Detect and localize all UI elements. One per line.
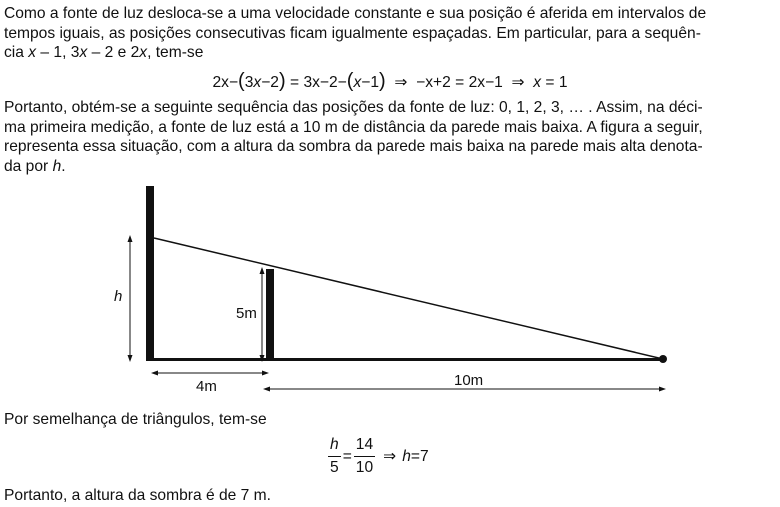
light-source <box>659 355 667 363</box>
equation-similarity: $\frac{h}{5}$ = $\frac{14}{10}$ ⇒ h =7 <box>330 436 429 476</box>
para2-line-1: Portanto, obtém-se a seguinte sequência das posições da fonte de luz: 0, 1, 2, 3, … . Assim, na déci- <box>4 99 703 116</box>
intro-line-1: Como a fonte de luz desloca-se a uma velocidade constante e sua posição é aferida em intervalos de <box>4 5 707 22</box>
intro-line-2: tempos iguais, as posições consecutivas ficam igualmente espaçadas. Em particular, para a sequên- <box>4 24 701 42</box>
label-h: h <box>114 288 123 305</box>
label-5m: 5m <box>236 305 257 322</box>
short-wall <box>266 269 274 361</box>
intro-line-3: cia x – 1, 3x – 2 e 2x, tem-se <box>4 44 204 61</box>
para2-line-3: representa essa situação, com a altura da sombra da parede mais baixa na parede mais alta denota- <box>4 138 703 155</box>
equation-sequence: 2x−(3x−2) = 3x−2−(x−1) ⇒ −x+2 = 2x−1 ⇒ x = 1 <box>212 70 568 92</box>
implies-symbol: ⇒ <box>394 74 408 91</box>
fraction-h-over-5: $\frac{h}{5}$ <box>330 436 339 476</box>
label-10m: 10m <box>454 372 484 389</box>
conclusion-text: Portanto, a altura da sombra é de 7 m. <box>4 487 271 504</box>
light-ray <box>154 238 663 359</box>
tall-wall <box>146 186 154 361</box>
para2-line-2: ma primeira medição, a fonte de luz está a 10 m de distância da parede mais baixa. A figura a seguir, <box>4 118 703 136</box>
label-4m: 4m <box>196 378 217 395</box>
para2-line-4: da por h. <box>4 157 66 175</box>
fraction-14-over-10: $\frac{14}{10}$ <box>355 436 374 476</box>
similarity-text: Por semelhança de triângulos, tem-se <box>4 411 267 428</box>
